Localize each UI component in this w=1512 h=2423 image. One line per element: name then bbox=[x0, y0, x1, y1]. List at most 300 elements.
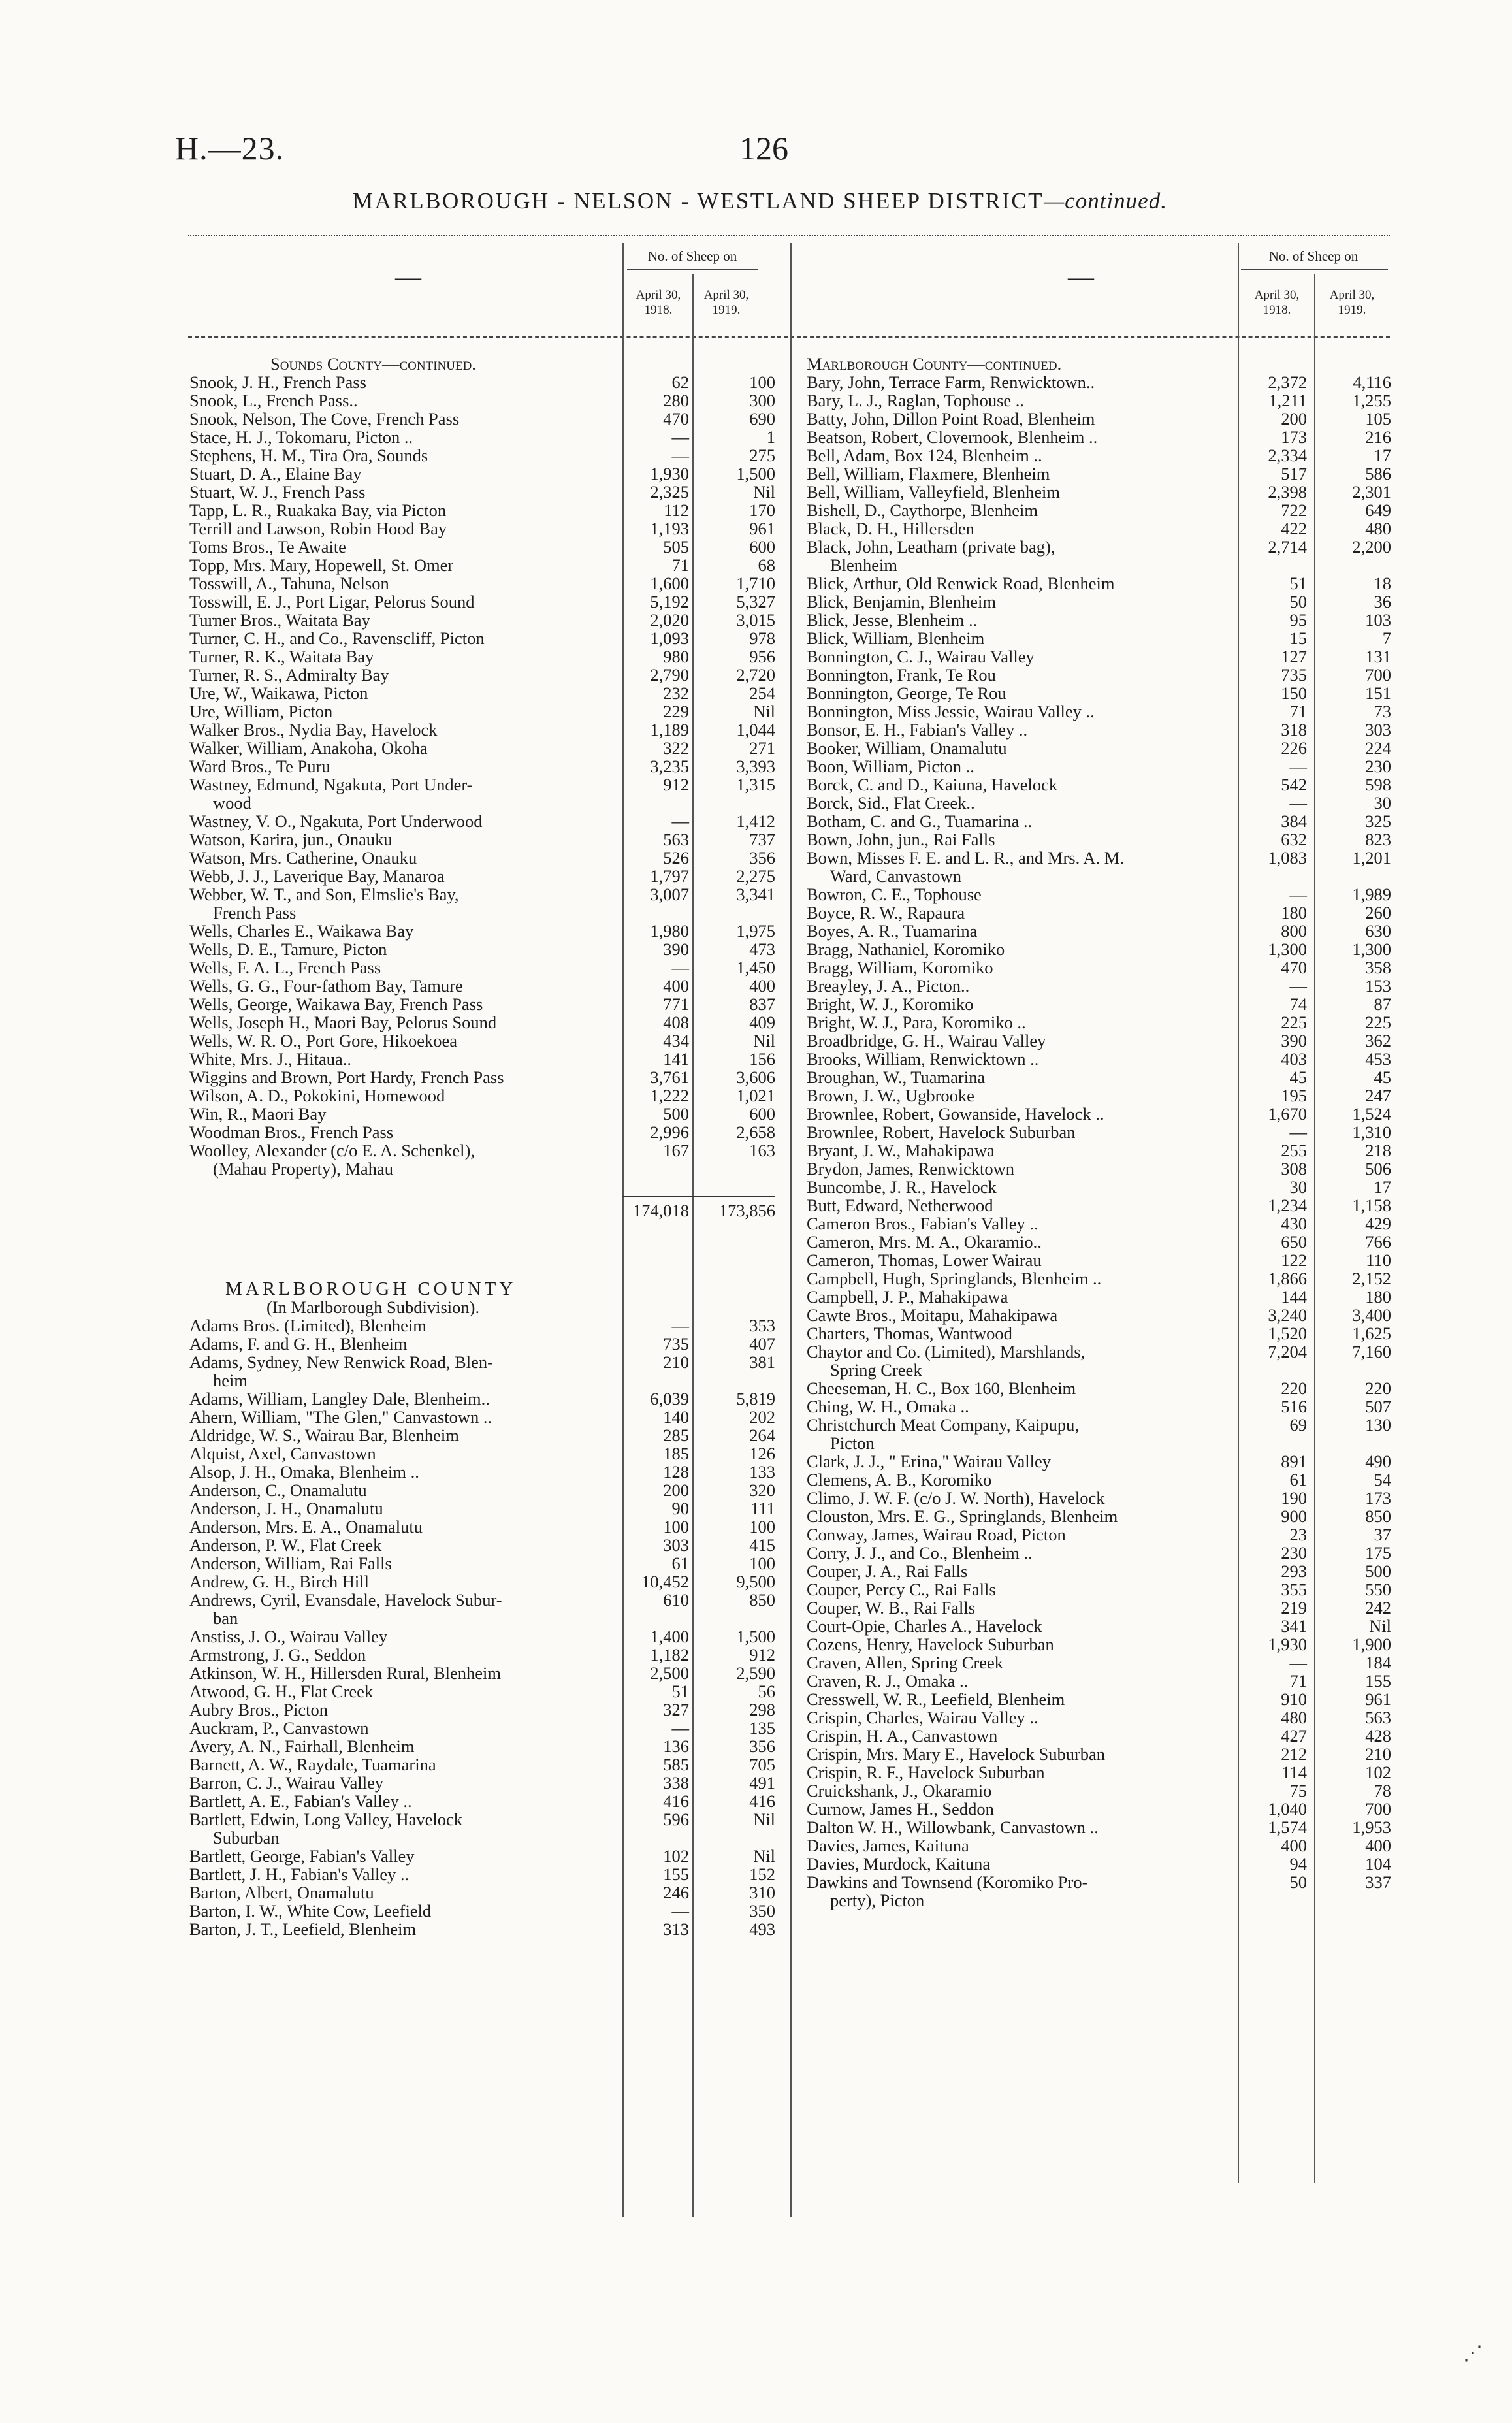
sheep-1919: 1,500 bbox=[736, 464, 775, 483]
holder-name: Cawte Bros., Moitapu, Mahakipawa bbox=[807, 1305, 1058, 1325]
sheep-1919: 3,606 bbox=[736, 1067, 775, 1087]
table-row bbox=[807, 519, 1489, 538]
holder-name: Atkinson, W. H., Hillersden Rural, Blenheim bbox=[189, 1663, 501, 1683]
holder-name: Adams, F. and G. H., Blenheim bbox=[189, 1334, 408, 1354]
sheep-1918: 2,334 bbox=[1268, 446, 1307, 465]
sheep-1919: 1,412 bbox=[736, 811, 775, 831]
table-row bbox=[807, 1653, 1489, 1672]
sheep-1918: 355 bbox=[1281, 1580, 1307, 1599]
table-row bbox=[189, 1846, 775, 1866]
sheep-1918: 185 bbox=[663, 1444, 689, 1463]
sheep-1919: 356 bbox=[749, 1736, 775, 1756]
table-row bbox=[189, 1773, 775, 1793]
sheep-1918: 1,574 bbox=[1268, 1817, 1307, 1837]
sheep-1918: 1,980 bbox=[650, 921, 689, 941]
holder-name: Bary, John, Terrace Farm, Renwicktown.. bbox=[807, 372, 1095, 392]
sheep-1919: 2,590 bbox=[736, 1663, 775, 1683]
sheep-1918: 94 bbox=[1289, 1854, 1307, 1874]
holder-name: Bishell, D., Caythorpe, Blenheim bbox=[807, 500, 1038, 520]
sheep-1918: 3,761 bbox=[650, 1067, 689, 1087]
table-row bbox=[807, 1123, 1489, 1141]
sheep-1918: 1,866 bbox=[1268, 1269, 1307, 1288]
sheep-1918: 1,093 bbox=[650, 628, 689, 648]
holder-name: Cruickshank, J., Okaramio bbox=[807, 1781, 992, 1800]
table-row bbox=[807, 1635, 1489, 1653]
sheep-1919: 407 bbox=[749, 1334, 775, 1354]
sheep-1919: 1,315 bbox=[736, 775, 775, 794]
table-row bbox=[189, 1919, 775, 1939]
holder-name: Brownlee, Robert, Gowanside, Havelock .. bbox=[807, 1104, 1104, 1124]
table-row bbox=[807, 593, 1489, 611]
sheep-1918: 90 bbox=[671, 1499, 689, 1518]
sheep-1919: 2,275 bbox=[736, 866, 775, 886]
holder-name: Clemens, A. B., Koromiko bbox=[807, 1470, 992, 1489]
table-row bbox=[807, 812, 1489, 830]
table-row bbox=[189, 994, 775, 1014]
holder-name: Black, D. H., Hillersden bbox=[807, 519, 974, 538]
table-row bbox=[807, 1599, 1489, 1617]
table-row bbox=[189, 720, 775, 740]
entry-continuation bbox=[189, 1371, 764, 1390]
sheep-1919: 9,500 bbox=[736, 1572, 775, 1591]
sheep-1919: 17 bbox=[1374, 446, 1391, 465]
holder-name: Watson, Mrs. Catherine, Onauku bbox=[189, 848, 417, 868]
holder-name: Dawkins and Townsend (Koromiko Pro- bbox=[807, 1872, 1088, 1892]
county-heading: MARLBOROUGH COUNTY bbox=[225, 1278, 517, 1299]
table-row bbox=[189, 372, 775, 392]
sheep-1919: 1,310 bbox=[1352, 1122, 1391, 1142]
sheep-1919: 18 bbox=[1374, 574, 1391, 593]
sheep-1919: 264 bbox=[749, 1425, 775, 1445]
holder-name: Cameron Bros., Fabian's Valley .. bbox=[807, 1214, 1038, 1233]
table-row bbox=[189, 775, 775, 794]
sheep-1918: 1,222 bbox=[650, 1086, 689, 1105]
sheep-1918: 232 bbox=[663, 683, 689, 703]
holder-name: Anstiss, J. O., Wairau Valley bbox=[189, 1627, 388, 1646]
table-row bbox=[189, 1067, 775, 1087]
holder-name: Topp, Mrs. Mary, Hopewell, St. Omer bbox=[189, 555, 454, 575]
right-header-group-rule bbox=[1241, 269, 1388, 270]
sheep-1919: 823 bbox=[1365, 830, 1391, 849]
sheep-1918: 128 bbox=[663, 1462, 689, 1482]
table-row bbox=[807, 428, 1489, 446]
sheep-1918: 650 bbox=[1281, 1232, 1307, 1252]
holder-name: Cameron, Thomas, Lower Wairau bbox=[807, 1250, 1042, 1270]
table-row bbox=[807, 885, 1489, 903]
table-row bbox=[189, 848, 775, 868]
holder-name: Blick, Arthur, Old Renwick Road, Blenheim bbox=[807, 574, 1115, 593]
sheep-1918: 390 bbox=[1281, 1031, 1307, 1050]
table-row bbox=[189, 1086, 775, 1105]
holder-name: Bonnington, Miss Jessie, Wairau Valley .. bbox=[807, 702, 1095, 721]
holder-name: Armstrong, J. G., Seddon bbox=[189, 1645, 366, 1665]
table-row bbox=[807, 1544, 1489, 1562]
sheep-1918: 220 bbox=[1281, 1378, 1307, 1398]
page-title bbox=[353, 188, 1167, 214]
sheep-1918: 505 bbox=[663, 537, 689, 557]
sheep-1918: 800 bbox=[1281, 921, 1307, 941]
holder-name: Tosswill, A., Tahuna, Nelson bbox=[189, 574, 389, 593]
sheep-1919: 130 bbox=[1365, 1415, 1391, 1435]
sheep-1919: 1 bbox=[766, 427, 775, 447]
sheep-1918: 100 bbox=[663, 1517, 689, 1537]
sheep-1918: 910 bbox=[1281, 1689, 1307, 1709]
holder-name: Bowron, C. E., Tophouse bbox=[807, 885, 982, 904]
sheep-1919: 1,044 bbox=[736, 720, 775, 740]
sheep-1918: 167 bbox=[663, 1141, 689, 1160]
sheep-1918: 2,020 bbox=[650, 610, 689, 630]
sheep-1919: 320 bbox=[749, 1480, 775, 1500]
sheep-1918: 140 bbox=[663, 1407, 689, 1427]
entry-continuation-text: Blenheim bbox=[830, 555, 898, 575]
holder-name: Tosswill, E. J., Port Ligar, Pelorus Sound bbox=[189, 592, 475, 611]
table-row bbox=[807, 1836, 1489, 1855]
holder-name: Atwood, G. H., Flat Creek bbox=[189, 1682, 374, 1701]
table-row bbox=[189, 738, 775, 758]
sheep-1919: 202 bbox=[749, 1407, 775, 1427]
table-row bbox=[807, 1032, 1489, 1050]
sheep-1918: — bbox=[1289, 793, 1307, 813]
holder-name: Stephens, H. M., Tira Ora, Sounds bbox=[189, 446, 428, 465]
sheep-1918: 1,234 bbox=[1268, 1195, 1307, 1215]
table-row bbox=[807, 1397, 1489, 1416]
entry-continuation-text: Picton bbox=[830, 1433, 875, 1453]
table-row bbox=[189, 592, 775, 611]
table-row bbox=[189, 1590, 775, 1610]
sheep-1919: 100 bbox=[749, 1553, 775, 1573]
sheep-1918: 2,325 bbox=[650, 482, 689, 502]
sheep-1919: 1,450 bbox=[736, 958, 775, 977]
table-row bbox=[807, 849, 1489, 867]
sheep-1919: 2,720 bbox=[736, 665, 775, 685]
holder-name: Snook, J. H., French Pass bbox=[189, 372, 366, 392]
table-row bbox=[807, 501, 1489, 519]
table-row bbox=[189, 1718, 775, 1738]
holder-name: Butt, Edward, Netherwood bbox=[807, 1195, 993, 1215]
holder-name: Webb, J. J., Laverique Bay, Manaroa bbox=[189, 866, 445, 886]
table-row bbox=[807, 1269, 1489, 1288]
sheep-1918: 225 bbox=[1281, 1013, 1307, 1032]
table-row bbox=[807, 995, 1489, 1013]
holder-name: Anderson, P. W., Flat Creek bbox=[189, 1535, 382, 1555]
left-header-col1: April 30, 1918. bbox=[635, 288, 681, 317]
sheep-1919: 350 bbox=[749, 1901, 775, 1921]
table-row bbox=[807, 1800, 1489, 1818]
sheep-1918: 2,714 bbox=[1268, 537, 1307, 557]
total-1919: 173,856 bbox=[718, 1201, 775, 1220]
entry-continuation-text: heim bbox=[213, 1371, 248, 1390]
table-row bbox=[807, 940, 1489, 958]
sheep-1918: 246 bbox=[663, 1883, 689, 1902]
table-row bbox=[189, 1791, 775, 1811]
sheep-1919: 416 bbox=[749, 1791, 775, 1811]
sheep-1919: 180 bbox=[1365, 1287, 1391, 1307]
holder-name: Brydon, James, Renwicktown bbox=[807, 1159, 1014, 1179]
holder-name: Wells, Charles E., Waikawa Bay bbox=[189, 921, 414, 941]
sheep-1919: 766 bbox=[1365, 1232, 1391, 1252]
table-row bbox=[807, 391, 1489, 410]
holder-name: Cresswell, W. R., Leefield, Blenheim bbox=[807, 1689, 1065, 1709]
entry-continuation-text: Suburban bbox=[213, 1828, 280, 1847]
sheep-1919: 978 bbox=[749, 628, 775, 648]
holder-name: Black, John, Leatham (private bag), bbox=[807, 537, 1055, 557]
sheep-1918: 230 bbox=[1281, 1543, 1307, 1563]
sheep-1919: 700 bbox=[1365, 1799, 1391, 1819]
sheep-1919: 3,400 bbox=[1352, 1305, 1391, 1325]
table-row bbox=[189, 1627, 775, 1646]
holder-name: Anderson, C., Onamalutu bbox=[189, 1480, 367, 1500]
sheep-1919: 45 bbox=[1374, 1067, 1391, 1087]
table-row bbox=[807, 1324, 1489, 1342]
sheep-1919: 700 bbox=[1365, 665, 1391, 685]
table-row bbox=[807, 1873, 1489, 1891]
holder-name: Bryant, J. W., Mahakipawa bbox=[807, 1141, 995, 1160]
sheep-1919: 737 bbox=[749, 830, 775, 849]
holder-name: Ward Bros., Te Puru bbox=[189, 756, 330, 776]
table-row bbox=[807, 1855, 1489, 1873]
sheep-1919: 1,500 bbox=[736, 1627, 775, 1646]
sheep-1918: 912 bbox=[663, 775, 689, 794]
holder-name: White, Mrs. J., Hitaua.. bbox=[189, 1049, 352, 1069]
holder-name: Cheeseman, H. C., Box 160, Blenheim bbox=[807, 1378, 1076, 1398]
sheep-1919: 37 bbox=[1374, 1525, 1391, 1544]
table-row bbox=[807, 1727, 1489, 1745]
sheep-1919: 275 bbox=[749, 446, 775, 465]
sheep-1919: 3,341 bbox=[736, 885, 775, 904]
sheep-1919: 2,200 bbox=[1352, 537, 1391, 557]
sheep-1919: 17 bbox=[1374, 1177, 1391, 1197]
holder-name: Ching, W. H., Omaka .. bbox=[807, 1397, 969, 1416]
page-mark: ⋰ bbox=[1463, 2343, 1483, 2364]
sheep-1919: 210 bbox=[1365, 1744, 1391, 1764]
table-row bbox=[189, 628, 775, 648]
table-row bbox=[189, 1645, 775, 1665]
sheep-1919: 135 bbox=[749, 1718, 775, 1738]
entry-continuation bbox=[189, 903, 764, 922]
table-row bbox=[807, 1617, 1489, 1635]
sheep-1919: 216 bbox=[1365, 427, 1391, 447]
sheep-1919: 7,160 bbox=[1352, 1342, 1391, 1361]
table-row bbox=[807, 794, 1489, 812]
sheep-1919: 3,393 bbox=[736, 756, 775, 776]
holder-name: Stace, H. J., Tokomaru, Picton .. bbox=[189, 427, 413, 447]
left-column bbox=[189, 354, 775, 1939]
sheep-1919: 2,658 bbox=[736, 1122, 775, 1142]
holder-name: Bown, Misses F. E. and L. R., and Mrs. A. M. bbox=[807, 848, 1124, 868]
sheep-1919: 131 bbox=[1365, 647, 1391, 666]
sheep-1919: Nil bbox=[753, 1846, 775, 1866]
sheep-1918: 403 bbox=[1281, 1049, 1307, 1069]
sheep-1919: 1,255 bbox=[1352, 391, 1391, 410]
holder-name: Bragg, William, Koromiko bbox=[807, 958, 993, 977]
sheep-1918: 563 bbox=[663, 830, 689, 849]
county-subheading: (In Marlborough Subdivision). bbox=[266, 1297, 480, 1317]
sheep-1919: 500 bbox=[1365, 1561, 1391, 1581]
sheep-1919: 1,625 bbox=[1352, 1324, 1391, 1343]
sheep-1918: 1,189 bbox=[650, 720, 689, 740]
table-row bbox=[807, 538, 1489, 556]
holder-name: Crispin, R. F., Havelock Suburban bbox=[807, 1763, 1045, 1782]
holder-name: Bell, Adam, Box 124, Blenheim .. bbox=[807, 446, 1042, 465]
holder-name: Campbell, J. P., Mahakipawa bbox=[807, 1287, 1008, 1307]
table-row bbox=[807, 1507, 1489, 1525]
holder-name: Snook, Nelson, The Cove, French Pass bbox=[189, 409, 460, 429]
section-heading-text: Marlborough County—continued. bbox=[807, 354, 1062, 374]
holder-name: Barnett, A. W., Raydale, Tuamarina bbox=[189, 1755, 436, 1774]
sheep-1918: 303 bbox=[663, 1535, 689, 1555]
sheep-1919: Nil bbox=[753, 482, 775, 502]
table-row bbox=[189, 1031, 775, 1050]
table-row bbox=[189, 1104, 775, 1124]
sheep-1919: 550 bbox=[1365, 1580, 1391, 1599]
holder-name: Auckram, P., Canvastown bbox=[189, 1718, 369, 1738]
sheep-1919: 1,201 bbox=[1352, 848, 1391, 868]
sheep-1918: 122 bbox=[1281, 1250, 1307, 1270]
blank-row bbox=[189, 1261, 764, 1280]
sheep-1918: 144 bbox=[1281, 1287, 1307, 1307]
sheep-1919: 303 bbox=[1365, 720, 1391, 740]
sheep-1918: 2,996 bbox=[650, 1122, 689, 1142]
sheep-1918: 219 bbox=[1281, 1598, 1307, 1618]
table-row bbox=[189, 1316, 775, 1335]
sheep-1918: 596 bbox=[663, 1810, 689, 1829]
sheep-1918: 542 bbox=[1281, 775, 1307, 794]
sheep-1918: 95 bbox=[1289, 610, 1307, 630]
table-row bbox=[807, 446, 1489, 464]
right-header-stub: — bbox=[1068, 262, 1094, 291]
sheep-1919: 153 bbox=[1365, 976, 1391, 996]
table-row bbox=[189, 1736, 775, 1756]
holder-name: Wells, W. R. O., Port Gore, Hikoekoea bbox=[189, 1031, 458, 1050]
blank-row bbox=[189, 1178, 764, 1196]
entry-continuation-text: (Mahau Property), Mahau bbox=[213, 1159, 393, 1179]
holder-name: Adams, William, Langley Dale, Blenheim.. bbox=[189, 1389, 490, 1408]
sheep-1918: 200 bbox=[1281, 409, 1307, 429]
header-top-rule bbox=[188, 235, 1390, 236]
holder-name: Curnow, James H., Seddon bbox=[807, 1799, 994, 1819]
sheep-1918: 526 bbox=[663, 848, 689, 868]
holder-name: Clouston, Mrs. E. G., Springlands, Blenheim bbox=[807, 1506, 1118, 1526]
sheep-1919: Nil bbox=[753, 702, 775, 721]
sheep-1918: — bbox=[1289, 885, 1307, 904]
holder-name: Brownlee, Robert, Havelock Suburban bbox=[807, 1122, 1076, 1142]
holder-name: Bragg, Nathaniel, Koromiko bbox=[807, 939, 1005, 959]
table-row bbox=[189, 1682, 775, 1701]
sheep-1918: 980 bbox=[663, 647, 689, 666]
section-heading bbox=[807, 355, 1489, 373]
holder-name: Avery, A. N., Fairhall, Blenheim bbox=[189, 1736, 415, 1756]
holder-name: Andrews, Cyril, Evansdale, Havelock Subur- bbox=[189, 1590, 502, 1610]
sheep-1919: 429 bbox=[1365, 1214, 1391, 1233]
table-row bbox=[807, 977, 1489, 995]
sheep-1918: 180 bbox=[1281, 903, 1307, 922]
sheep-1919: 690 bbox=[749, 409, 775, 429]
holder-name: Batty, John, Dillon Point Road, Blenheim bbox=[807, 409, 1095, 429]
sheep-1918: 400 bbox=[1281, 1836, 1307, 1855]
table-row bbox=[807, 775, 1489, 794]
table-row bbox=[189, 500, 775, 520]
holder-name: Wells, George, Waikawa Bay, French Pass bbox=[189, 994, 483, 1014]
holder-name: Cozens, Henry, Havelock Suburban bbox=[807, 1634, 1054, 1654]
sheep-1919: 649 bbox=[1365, 500, 1391, 520]
holder-name: Court-Opie, Charles A., Havelock bbox=[807, 1616, 1042, 1636]
sheep-1919: 381 bbox=[749, 1352, 775, 1372]
holder-name: Wells, F. A. L., French Pass bbox=[189, 958, 381, 977]
table-row bbox=[807, 1068, 1489, 1086]
sheep-1919: 225 bbox=[1365, 1013, 1391, 1032]
sheep-1918: 102 bbox=[663, 1846, 689, 1866]
table-row bbox=[189, 1517, 775, 1537]
holder-name: Aldridge, W. S., Wairau Bar, Blenheim bbox=[189, 1425, 459, 1445]
holder-name: Brooks, William, Renwicktown .. bbox=[807, 1049, 1039, 1069]
table-row bbox=[189, 1334, 775, 1354]
sheep-1919: 1,524 bbox=[1352, 1104, 1391, 1124]
sheep-1918: 69 bbox=[1289, 1415, 1307, 1435]
sheep-1919: 155 bbox=[1365, 1671, 1391, 1691]
sheep-1919: 242 bbox=[1365, 1598, 1391, 1618]
holder-name: Bonsor, E. H., Fabian's Valley .. bbox=[807, 720, 1028, 740]
sheep-1918: — bbox=[1289, 976, 1307, 996]
sheep-1919: 230 bbox=[1365, 756, 1391, 776]
table-row bbox=[189, 885, 775, 904]
holder-name: Alsop, J. H., Omaka, Blenheim .. bbox=[189, 1462, 419, 1482]
holder-name: Boon, William, Picton .. bbox=[807, 756, 974, 776]
sheep-1918: 50 bbox=[1289, 592, 1307, 611]
sheep-1918: — bbox=[671, 1901, 689, 1921]
holder-name: Buncombe, J. R., Havelock bbox=[807, 1177, 997, 1197]
table-row bbox=[807, 1580, 1489, 1599]
holder-name: Wilson, A. D., Pokokini, Homewood bbox=[189, 1086, 445, 1105]
holder-name: Bell, William, Valleyfield, Blenheim bbox=[807, 482, 1061, 502]
sheep-1919: 36 bbox=[1374, 592, 1391, 611]
entry-continuation bbox=[807, 1434, 1489, 1452]
sheep-1918: 771 bbox=[663, 994, 689, 1014]
table-row bbox=[189, 1352, 775, 1372]
table-row bbox=[807, 830, 1489, 849]
sheep-1919: 837 bbox=[749, 994, 775, 1014]
sheep-1919: 152 bbox=[749, 1864, 775, 1884]
holder-name: Ure, W., Waikawa, Picton bbox=[189, 683, 368, 703]
holder-name: Bonnington, Frank, Te Rou bbox=[807, 665, 996, 685]
holder-name: Toms Bros., Te Awaite bbox=[189, 537, 346, 557]
holder-name: Stuart, D. A., Elaine Bay bbox=[189, 464, 362, 483]
sheep-1918: 200 bbox=[663, 1480, 689, 1500]
table-row bbox=[189, 610, 775, 630]
holder-name: Davies, James, Kaituna bbox=[807, 1836, 969, 1855]
sheep-1918: 2,500 bbox=[650, 1663, 689, 1683]
sheep-1918: 226 bbox=[1281, 738, 1307, 758]
sheep-1918: 735 bbox=[1281, 665, 1307, 685]
holder-name: Turner, C. H., and Co., Ravenscliff, Picton bbox=[189, 628, 485, 648]
sheep-1918: 427 bbox=[1281, 1726, 1307, 1746]
table-row bbox=[807, 721, 1489, 739]
entry-continuation bbox=[807, 556, 1489, 574]
holder-name: Davies, Murdock, Kaituna bbox=[807, 1854, 991, 1874]
sheep-1919: 2,152 bbox=[1352, 1269, 1391, 1288]
holder-name: Climo, J. W. F. (c/o J. W. North), Havelock bbox=[807, 1488, 1105, 1508]
sheep-1919: 260 bbox=[1365, 903, 1391, 922]
sheep-1919: 1,158 bbox=[1352, 1195, 1391, 1215]
sheep-1919: 961 bbox=[749, 519, 775, 538]
entry-continuation-text: Ward, Canvastown bbox=[830, 866, 961, 886]
sheep-1919: 491 bbox=[749, 1773, 775, 1793]
sheep-1919: 103 bbox=[1365, 610, 1391, 630]
sheep-1919: 56 bbox=[758, 1682, 775, 1701]
sheep-1918: 61 bbox=[1289, 1470, 1307, 1489]
left-header-group: No. of Sheep on bbox=[647, 248, 737, 264]
sheep-1918: 127 bbox=[1281, 647, 1307, 666]
holder-name: Boyce, R. W., Rapaura bbox=[807, 903, 965, 922]
